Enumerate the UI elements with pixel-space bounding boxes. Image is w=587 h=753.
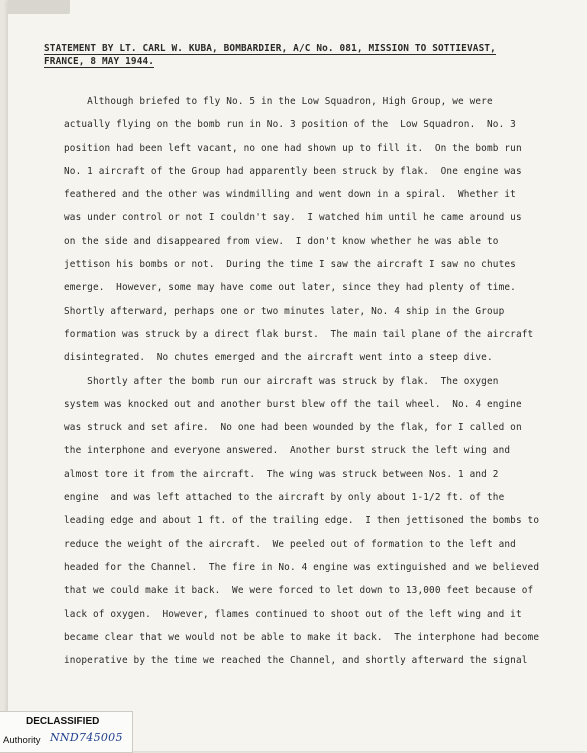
body-line: was under control or not I couldn't say. I watched him until he came around us: [64, 212, 522, 224]
body-line: was struck and set afire. No one had been wounded by the flak, for I called on: [64, 422, 522, 434]
declassified-stamp: [0, 711, 133, 753]
stamp-authority-label: Authority: [3, 735, 41, 746]
body-line: disintegrated. No chutes emerged and the aircraft went into a steep dive.: [64, 352, 493, 364]
body-line: that we could make it back. We were forced to let down to 13,000 feet because of: [64, 585, 534, 597]
body-line: reduce the weight of the aircraft. We peeled out of formation to the left and: [64, 538, 516, 550]
body-line: inoperative by the time we reached the Channel, and shortly afterward the signal: [64, 655, 528, 667]
body-line: Shortly afterward, perhaps one or two minutes later, No. 4 ship in the Group: [64, 305, 505, 317]
body-line: position had been left vacant, no one had shown up to fill it. On the bomb run: [64, 142, 522, 154]
body-line: headed for the Channel. The fire in No. 4 engine was extinguished and we believed: [64, 561, 540, 573]
body-line: almost tore it from the aircraft. The wing was struck between Nos. 1 and 2: [64, 468, 499, 480]
paper-tab: [8, 0, 70, 14]
body-line: on the side and disappeared from view. I don't know whether he was able to: [64, 235, 499, 247]
body-line: leading edge and about 1 ft. of the trailing edge. I then jettisoned the bombs to: [64, 515, 540, 527]
body-line: lack of oxygen. However, flames continued to shoot out of the left wing and it: [64, 608, 522, 620]
document-page: [8, 0, 587, 751]
body-line: the interphone and everyone answered. Another burst struck the left wing and: [64, 445, 511, 457]
body-line: feathered and the other was windmilling and went down in a spiral. Whether it: [64, 189, 516, 201]
title-line-1: STATEMENT BY LT. CARL W. KUBA, BOMBARDIER, A/C No. 081, MISSION TO SOTTIEVAST,: [44, 43, 496, 54]
body-line: system was knocked out and another burst blew off the tail wheel. No. 4 engine: [64, 398, 522, 410]
body-line: engine and was left attached to the aircraft by only about 1-1/2 ft. of the: [64, 492, 505, 504]
body-line: No. 1 aircraft of the Group had apparently been struck by flak. One engine was: [64, 165, 522, 177]
stamp-heading: DECLASSIFIED: [26, 716, 100, 727]
title-line-2: FRANCE, 8 MAY 1944.: [44, 56, 155, 67]
document-body: [64, 90, 572, 672]
body-line: formation was struck by a direct flak burst. The main tail plane of the aircraft: [64, 328, 534, 340]
body-line: Although briefed to fly No. 5 in the Low Squadron, High Group, we were: [64, 96, 493, 107]
document-title: [44, 42, 544, 68]
body-line: became clear that we would not be able to make it back. The interphone had become: [64, 631, 540, 643]
body-line: Shortly after the bomb run our aircraft was struck by flak. The oxygen: [64, 375, 499, 387]
stamp-authority-value: NND745005: [50, 731, 123, 744]
body-line: emerge. However, some may have come out later, since they had plenty of time.: [64, 282, 516, 294]
body-line: jettison his bombs or not. During the time I saw the aircraft I saw no chutes: [64, 259, 516, 271]
body-line: actually flying on the bomb run in No. 3 position of the Low Squadron. No. 3: [64, 119, 516, 131]
